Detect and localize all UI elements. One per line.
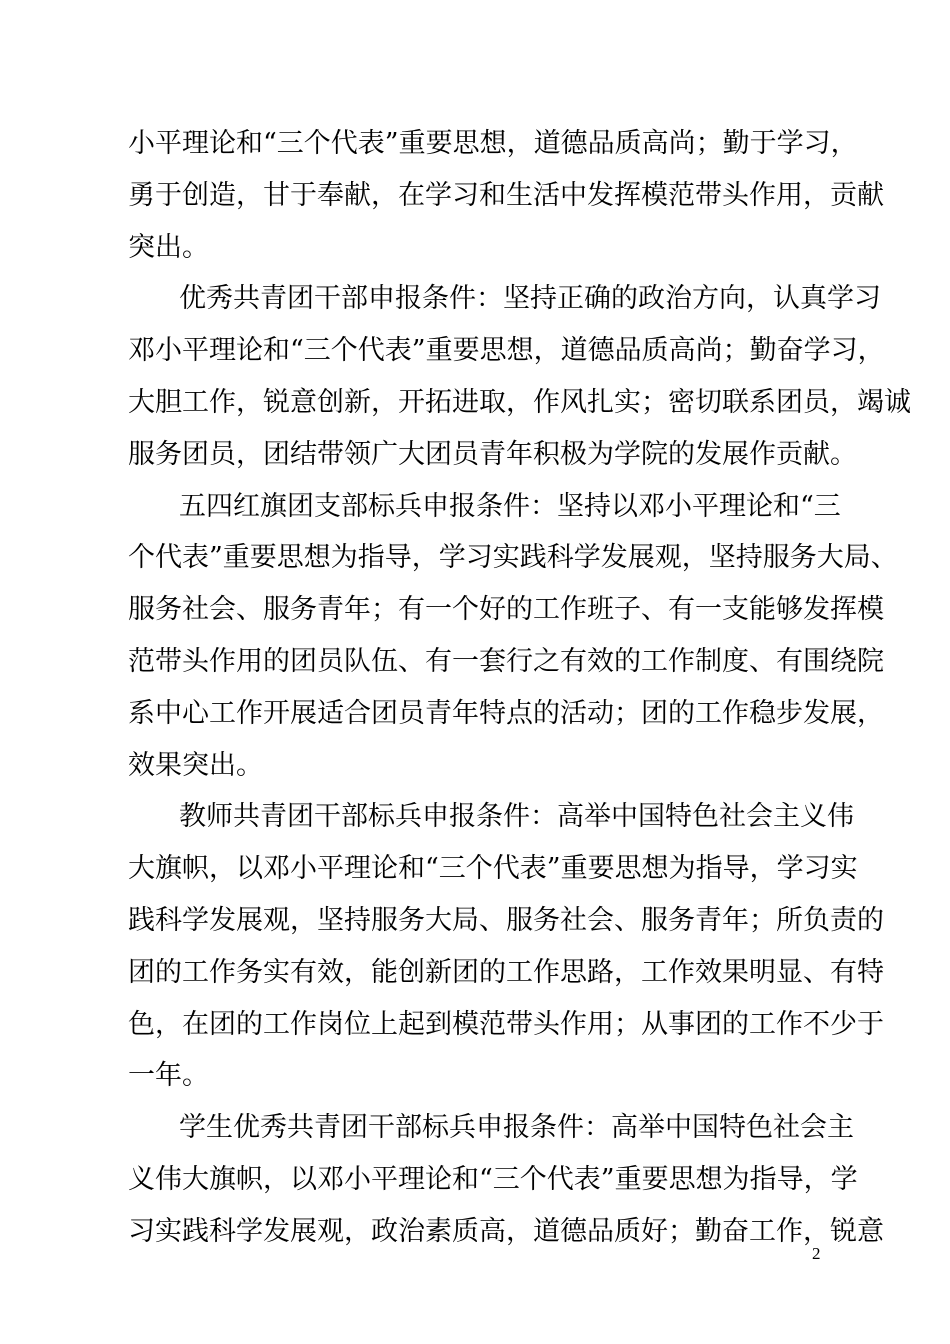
text-line: 系中心工作开展适合团员青年特点的活动；团的工作稳步发展，: [128, 697, 884, 729]
text-line: 个代表”重要思想为指导，学习实践科学发展观，坚持服务大局、: [128, 542, 898, 574]
text-line: 大胆工作，锐意创新，开拓进取，作风扎实；密切联系团员，竭诚: [128, 386, 911, 418]
text-line: 色，在团的工作岗位上起到模范带头作用；从事团的工作不少于: [128, 1008, 884, 1040]
text-line: 突出。: [128, 231, 209, 263]
text-line: 践科学发展观，坚持服务大局、服务社会、服务青年；所负责的: [128, 904, 884, 936]
text-line: 服务团员，团结带领广大团员青年积极为学院的发展作贡献。: [128, 438, 857, 470]
text-line: 一年。: [128, 1060, 209, 1092]
page-number: 2: [812, 1244, 821, 1263]
text-line: 勇于创造，甘于奉献，在学习和生活中发挥模范带头作用，贡献: [128, 179, 884, 211]
text-line: 学生优秀共青团干部标兵申报条件：高举中国特色社会主: [179, 1112, 854, 1144]
text-line: 范带头作用的团员队伍、有一套行之有效的工作制度、有围绕院: [128, 645, 884, 677]
text-line: 优秀共青团干部申报条件：坚持正确的政治方向，认真学习: [179, 283, 881, 315]
text-line: 义伟大旗帜，以邓小平理论和“三个代表”重要思想为指导，学: [128, 1163, 858, 1195]
body-text: [128, 118, 911, 1258]
text-line: 服务社会、服务青年；有一个好的工作班子、有一支能够发挥模: [128, 594, 884, 626]
text-line: 效果突出。: [128, 749, 263, 781]
text-line: 五四红旗团支部标兵申报条件：坚持以邓小平理论和“三: [179, 490, 841, 522]
text-line: 团的工作务实有效，能创新团的工作思路，工作效果明显、有特: [128, 956, 884, 988]
text-line: 小平理论和“三个代表”重要思想，道德品质高尚；勤于学习，: [128, 128, 858, 159]
text-line: 教师共青团干部标兵申报条件：高举中国特色社会主义伟: [179, 801, 854, 833]
text-line: 大旗帜，以邓小平理论和“三个代表”重要思想为指导，学习实: [128, 853, 858, 885]
text-line: 邓小平理论和“三个代表”重要思想，道德品质高尚；勤奋学习，: [128, 335, 885, 367]
text-line: 习实践科学发展观，政治素质高，道德品质好；勤奋工作，锐意: [128, 1215, 884, 1247]
